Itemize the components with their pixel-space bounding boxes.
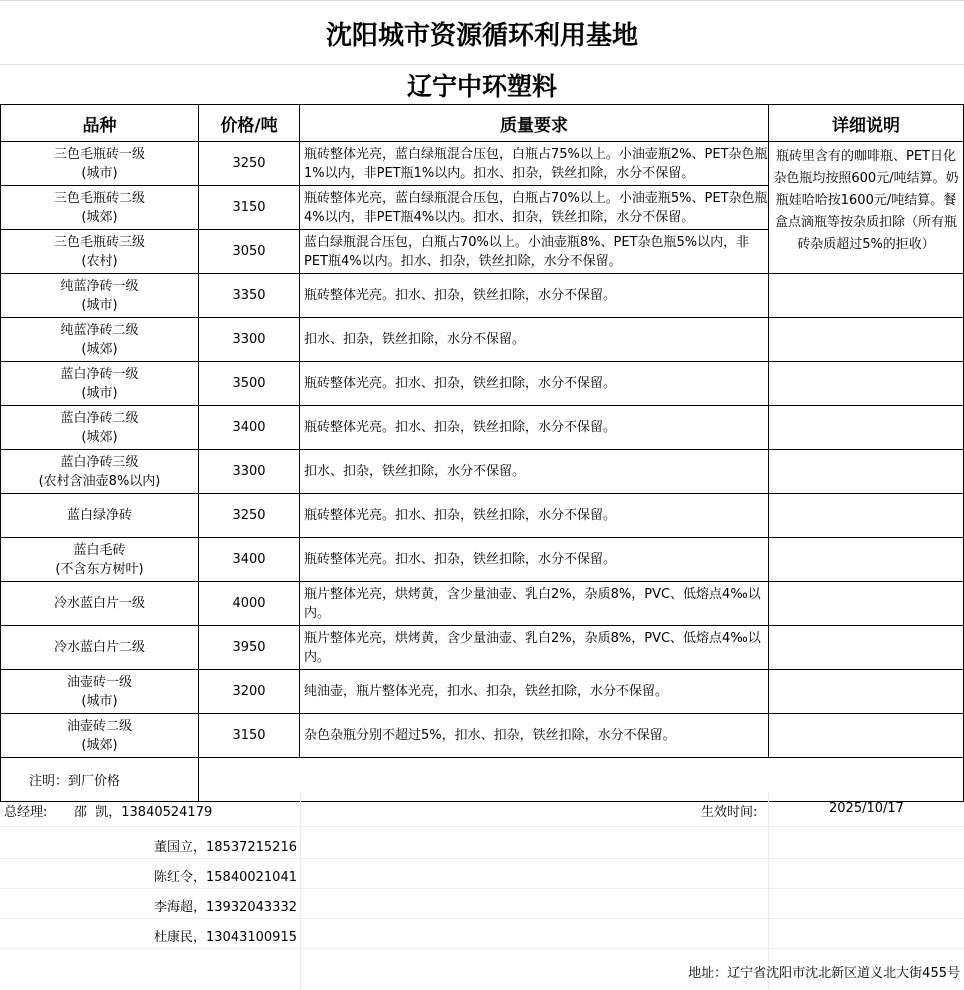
- table-row: [1, 670, 964, 714]
- company-name: 辽宁中环塑料: [0, 64, 964, 105]
- table-row: [1, 626, 964, 670]
- variety-cell: [1, 714, 199, 758]
- variety-name: 蓝白净砖一级: [60, 366, 139, 382]
- variety-name: 蓝白绿净砖: [66, 508, 132, 523]
- contact-2: 陈红令，15840021041: [154, 870, 297, 885]
- price-cell: 3250: [199, 142, 300, 186]
- variety-region: (城市): [81, 385, 118, 401]
- table-row: [1, 450, 964, 494]
- price-cell: 3950: [199, 626, 300, 670]
- variety-region: (城市): [81, 165, 118, 181]
- price-cell: 4000: [199, 582, 300, 626]
- variety-name: 冷水蓝白片一级: [53, 596, 145, 611]
- table-row: [1, 406, 964, 450]
- quality-cell: 扣水、扣杂，铁丝扣除，水分不保留。: [300, 318, 769, 362]
- quality-cell: 瓶砖整体光亮。扣水、扣杂，铁丝扣除，水分不保留。: [300, 406, 769, 450]
- effective-date: 2025/10/17: [829, 801, 904, 816]
- variety-cell: [1, 450, 199, 494]
- quality-cell: 杂色杂瓶分别不超过5%，扣水、扣杂，铁丝扣除，水分不保留。: [300, 714, 769, 758]
- table-row: [1, 538, 964, 582]
- variety-cell: [1, 230, 199, 274]
- variety-region: (城市): [81, 297, 118, 313]
- manager-label: 总经理:: [4, 805, 48, 820]
- variety-region: (城郊): [81, 209, 118, 225]
- variety-name: 蓝白净砖三级: [60, 454, 139, 470]
- variety-name: 冷水蓝白片二级: [53, 640, 145, 655]
- price-cell: 3200: [199, 670, 300, 714]
- variety-cell: [1, 670, 199, 714]
- contact-4: 杜康民，13043100915: [154, 930, 297, 945]
- variety-region: (不含东方树叶): [55, 561, 144, 577]
- variety-cell: [1, 538, 199, 582]
- variety-region: (农村): [81, 253, 118, 269]
- table-row: [1, 318, 964, 362]
- variety-name: 纯蓝净砖二级: [60, 322, 139, 338]
- variety-cell: [1, 582, 199, 626]
- quality-cell: 瓶砖整体光亮。扣水、扣杂，铁丝扣除，水分不保留。: [300, 274, 769, 318]
- effective-time-label: 生效时间:: [701, 805, 758, 820]
- header-variety: 品种: [1, 105, 199, 142]
- detail-empty-cell: [769, 626, 964, 670]
- price-cell: 3050: [199, 230, 300, 274]
- detail-empty-cell: [769, 714, 964, 758]
- detail-note-cell: 瓶砖里含有的咖啡瓶、PET日化杂色瓶均按照600元/吨结算。奶瓶娃哈哈按1600元/吨结算。餐盒点滴瓶等按杂质扣除（所有瓶砖杂质超过5%的拒收）: [769, 142, 964, 274]
- table-row: [1, 362, 964, 406]
- table-row: [1, 714, 964, 758]
- price-cell: 3350: [199, 274, 300, 318]
- price-cell: 3250: [199, 494, 300, 538]
- price-cell: 3150: [199, 714, 300, 758]
- contact-3: 李海超，13932043332: [154, 900, 297, 915]
- detail-empty-cell: [769, 494, 964, 538]
- quality-cell: 扣水、扣杂，铁丝扣除，水分不保留。: [300, 450, 769, 494]
- header-detail: 详细说明: [769, 105, 964, 142]
- variety-cell: [1, 274, 199, 318]
- quality-cell: 瓶砖整体光亮。扣水、扣杂，铁丝扣除，水分不保留。: [300, 362, 769, 406]
- variety-cell: [1, 318, 199, 362]
- page-title: 沈阳城市资源循环利用基地: [0, 0, 964, 65]
- detail-empty-cell: [769, 318, 964, 362]
- variety-cell: [1, 626, 199, 670]
- price-cell: 3500: [199, 362, 300, 406]
- detail-empty-cell: [769, 538, 964, 582]
- variety-region: (城郊): [81, 429, 118, 445]
- header-quality: 质量要求: [300, 105, 769, 142]
- variety-name: 三色毛瓶砖一级: [53, 146, 145, 162]
- variety-cell: [1, 186, 199, 230]
- contact-1: 董国立，18537215216: [154, 840, 297, 855]
- quality-cell: 瓶砖整体光亮，蓝白绿瓶混合压包，白瓶占70%以上。小油壶瓶5%、PET杂色瓶4%以内，非PET瓶4%以内。扣水、扣杂，铁丝扣除，水分不保留。: [300, 186, 769, 230]
- variety-name: 三色毛瓶砖二级: [53, 190, 145, 206]
- quality-cell: 瓶砖整体光亮。扣水、扣杂，铁丝扣除，水分不保留。: [300, 538, 769, 582]
- table-row: [1, 142, 964, 186]
- table-row: [1, 274, 964, 318]
- variety-region: (城市): [81, 693, 118, 709]
- detail-empty-cell: [769, 450, 964, 494]
- price-cell: 3300: [199, 318, 300, 362]
- table-row: [1, 582, 964, 626]
- variety-cell: [1, 142, 199, 186]
- price-cell: 3300: [199, 450, 300, 494]
- variety-name: 纯蓝净砖一级: [60, 278, 139, 294]
- detail-empty-cell: [769, 406, 964, 450]
- detail-empty-cell: [769, 582, 964, 626]
- variety-cell: [1, 362, 199, 406]
- price-cell: 3150: [199, 186, 300, 230]
- variety-name: 蓝白毛砖: [73, 542, 126, 558]
- variety-region: (农村含油壶8%以内): [38, 473, 161, 489]
- detail-empty-cell: [769, 362, 964, 406]
- header-price: 价格/吨: [199, 105, 300, 142]
- variety-cell: [1, 406, 199, 450]
- manager-contact: 邵 凯，13840524179: [74, 805, 213, 820]
- price-cell: 3400: [199, 406, 300, 450]
- detail-empty-cell: [769, 670, 964, 714]
- price-cell: 3400: [199, 538, 300, 582]
- footer-section: [0, 792, 964, 990]
- variety-name: 三色毛瓶砖三级: [53, 234, 145, 250]
- address: 地址：辽宁省沈阳市沈北新区道义北大街455号: [688, 966, 960, 981]
- quality-cell: 蓝白绿瓶混合压包，白瓶占70%以上。小油壶瓶8%、PET杂色瓶5%以内，非PET瓶4%以内。扣水、扣杂，铁丝扣除，水分不保留。: [300, 230, 769, 274]
- variety-name: 蓝白净砖二级: [60, 410, 139, 426]
- quality-cell: 纯油壶，瓶片整体光亮，扣水、扣杂，铁丝扣除，水分不保留。: [300, 670, 769, 714]
- detail-empty-cell: [769, 274, 964, 318]
- quality-cell: 瓶砖整体光亮，蓝白绿瓶混合压包，白瓶占75%以上。小油壶瓶2%、PET杂色瓶1%以内，非PET瓶1%以内。扣水、扣杂，铁丝扣除，水分不保留。: [300, 142, 769, 186]
- note-text: 注明：到厂价格: [1, 758, 199, 802]
- variety-name: 油壶砖一级: [66, 674, 132, 690]
- variety-region: (城郊): [81, 737, 118, 753]
- variety-cell: [1, 494, 199, 538]
- table-row: [1, 494, 964, 538]
- quality-cell: 瓶砖整体光亮。扣水、扣杂，铁丝扣除，水分不保留。: [300, 494, 769, 538]
- quality-cell: 瓶片整体光亮，烘烤黄，含少量油壶、乳白2%，杂质8%，PVC、低熔点4‰以内。: [300, 626, 769, 670]
- variety-region: (城郊): [81, 341, 118, 357]
- quality-cell: 瓶片整体光亮，烘烤黄，含少量油壶、乳白2%，杂质8%，PVC、低熔点4‰以内。: [300, 582, 769, 626]
- variety-name: 油壶砖二级: [66, 718, 132, 734]
- table-header-row: [1, 105, 964, 142]
- price-table: [0, 104, 964, 802]
